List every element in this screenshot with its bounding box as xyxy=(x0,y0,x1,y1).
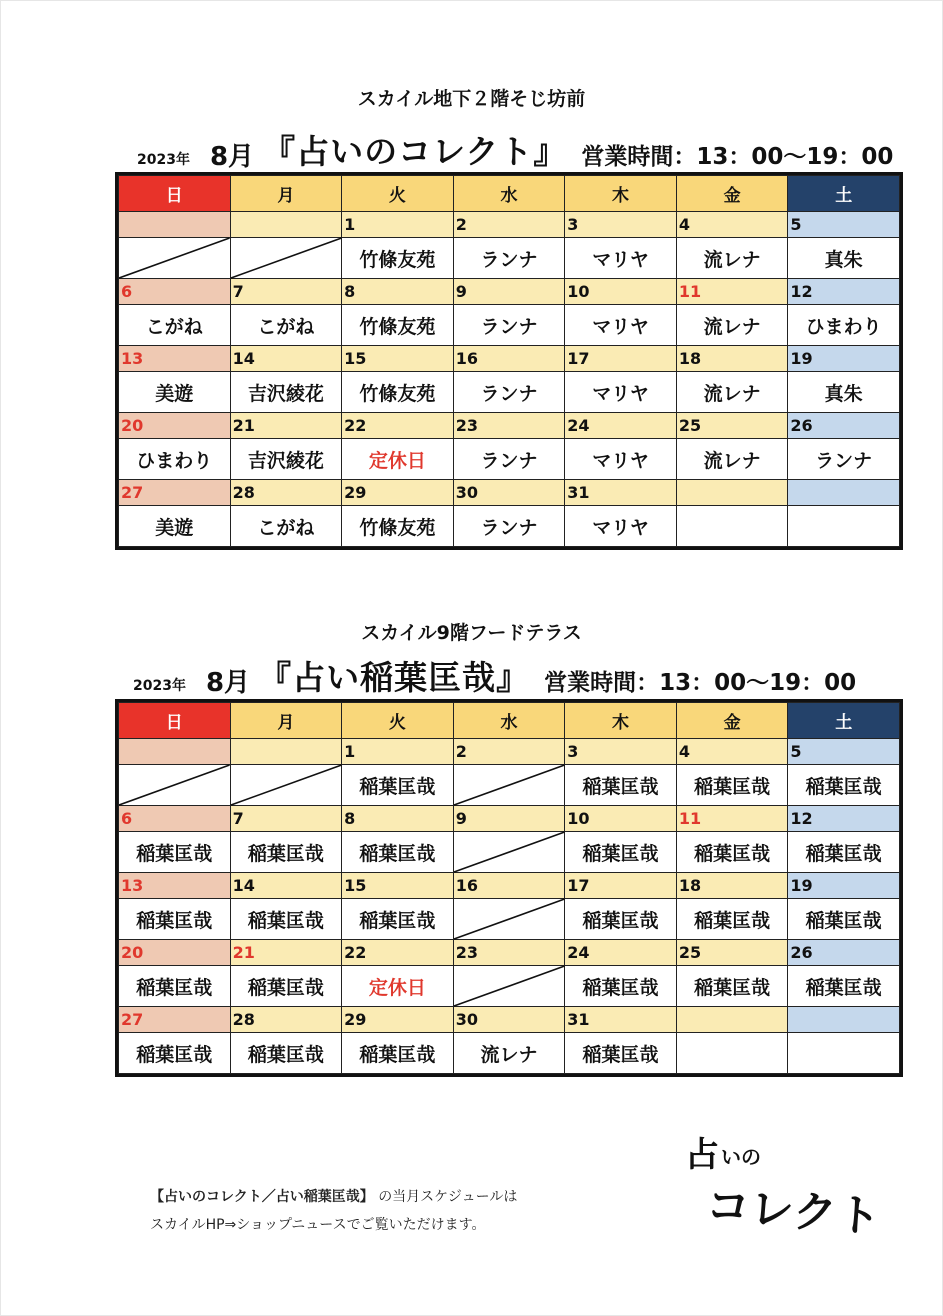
month-label: 8月 xyxy=(209,142,255,172)
date-cell xyxy=(788,480,900,506)
date-cell: 8 xyxy=(342,806,454,832)
date-cell: 28 xyxy=(230,1007,342,1033)
date-cell: 26 xyxy=(788,413,900,439)
fortune-teller-name: 竹條友苑 xyxy=(342,238,454,279)
no-business-slash xyxy=(119,238,231,279)
fortune-teller-name: ランナ xyxy=(453,238,565,279)
fortune-teller-name: 稲葉匡哉 xyxy=(676,765,788,806)
date-cell xyxy=(788,1007,900,1033)
location-label: スカイル地下２階そじ坊前 xyxy=(357,88,586,110)
fortune-teller-name: マリヤ xyxy=(565,238,677,279)
fortune-teller-name: 稲葉匡哉 xyxy=(230,966,342,1007)
date-cell: 3 xyxy=(565,212,677,238)
fortune-teller-name: 流レナ xyxy=(676,439,788,480)
date-cell: 8 xyxy=(342,279,454,305)
date-cell xyxy=(230,739,342,765)
schedule-row xyxy=(119,506,900,547)
weekday-header: 日 xyxy=(119,703,231,739)
date-cell xyxy=(119,739,231,765)
fortune-teller-name: 稲葉匡哉 xyxy=(565,966,677,1007)
date-cell: 22 xyxy=(342,940,454,966)
weekday-header: 火 xyxy=(342,176,454,212)
fortune-teller-name: 稲葉匡哉 xyxy=(342,899,454,940)
date-cell: 23 xyxy=(453,413,565,439)
date-cell: 29 xyxy=(342,1007,454,1033)
date-row xyxy=(119,873,900,899)
no-business-slash xyxy=(119,765,231,806)
fortune-teller-name: マリヤ xyxy=(565,372,677,413)
date-cell: 29 xyxy=(342,480,454,506)
fortune-teller-name: こがね xyxy=(119,305,231,346)
date-cell xyxy=(119,212,231,238)
empty-cell xyxy=(788,506,900,547)
no-business-slash xyxy=(453,765,565,806)
calendar-heading xyxy=(133,652,856,699)
fortune-teller-name: 吉沢綾花 xyxy=(230,372,342,413)
fortune-teller-name: ランナ xyxy=(453,305,565,346)
fortune-teller-name: 稲葉匡哉 xyxy=(342,1033,454,1074)
date-cell: 18 xyxy=(676,873,788,899)
svg-text:いの: いの xyxy=(721,1145,761,1169)
date-cell: 10 xyxy=(565,279,677,305)
weekday-header: 金 xyxy=(676,176,788,212)
date-cell: 2 xyxy=(453,212,565,238)
weekday-header: 金 xyxy=(676,703,788,739)
weekday-header: 土 xyxy=(788,176,900,212)
fortune-teller-name: 稲葉匡哉 xyxy=(676,899,788,940)
fortune-teller-name: 稲葉匡哉 xyxy=(119,832,231,873)
date-cell: 24 xyxy=(565,413,677,439)
month-label: 8月 xyxy=(205,668,251,698)
diagonal-line xyxy=(454,966,565,1006)
date-cell: 14 xyxy=(230,873,342,899)
weekday-header-row xyxy=(119,703,900,739)
fortune-teller-name: 稲葉匡哉 xyxy=(565,1033,677,1074)
fortune-teller-name: 流レナ xyxy=(676,372,788,413)
footer-shop-names: 【占いのコレクト／占い稲葉匡哉】 xyxy=(150,1189,374,1205)
date-cell: 9 xyxy=(453,806,565,832)
diagonal-line xyxy=(119,765,230,805)
footer-line-2: スカイルHP⇒ショップニュースでご覧いただけます。 xyxy=(150,1217,486,1233)
date-cell: 10 xyxy=(565,806,677,832)
empty-cell xyxy=(676,506,788,547)
fortune-teller-name: 竹條友苑 xyxy=(342,305,454,346)
date-cell xyxy=(676,480,788,506)
no-business-slash xyxy=(453,899,565,940)
schedule-row xyxy=(119,1033,900,1074)
date-cell: 16 xyxy=(453,346,565,372)
date-cell: 28 xyxy=(230,480,342,506)
date-cell: 1 xyxy=(342,739,454,765)
fortune-teller-name: ランナ xyxy=(788,439,900,480)
no-business-slash xyxy=(453,966,565,1007)
date-cell: 13 xyxy=(119,346,231,372)
weekday-header: 木 xyxy=(565,703,677,739)
date-cell: 2 xyxy=(453,739,565,765)
date-cell: 15 xyxy=(342,873,454,899)
weekday-header-row xyxy=(119,176,900,212)
fortune-teller-name: 稲葉匡哉 xyxy=(119,899,231,940)
year-label: 2023年 xyxy=(137,152,190,168)
date-cell: 6 xyxy=(119,806,231,832)
fortune-teller-name: 稲葉匡哉 xyxy=(788,832,900,873)
fortune-teller-name: マリヤ xyxy=(565,305,677,346)
date-cell: 7 xyxy=(230,806,342,832)
fortune-teller-name: 真朱 xyxy=(788,238,900,279)
date-cell: 11 xyxy=(676,279,788,305)
date-cell: 22 xyxy=(342,413,454,439)
date-cell: 21 xyxy=(230,940,342,966)
fortune-teller-name: 流レナ xyxy=(676,238,788,279)
calendar-table xyxy=(118,702,900,1074)
business-hours: 営業時間：13：00〜19：00 xyxy=(581,144,894,170)
no-business-slash xyxy=(453,832,565,873)
svg-text:コレクト: コレクト xyxy=(704,1180,883,1244)
fortune-teller-name: 美遊 xyxy=(119,506,231,547)
fortune-teller-name: 美遊 xyxy=(119,372,231,413)
date-cell: 20 xyxy=(119,413,231,439)
date-row xyxy=(119,279,900,305)
fortune-teller-name: ランナ xyxy=(453,506,565,547)
date-row xyxy=(119,212,900,238)
date-cell: 23 xyxy=(453,940,565,966)
footer-line-1 xyxy=(150,1186,517,1206)
weekday-header: 水 xyxy=(453,176,565,212)
empty-cell xyxy=(676,1033,788,1074)
date-cell: 15 xyxy=(342,346,454,372)
diagonal-line xyxy=(231,238,342,278)
date-cell: 25 xyxy=(676,413,788,439)
weekday-header: 日 xyxy=(119,176,231,212)
calendar-table xyxy=(118,175,900,547)
fortune-teller-name: マリヤ xyxy=(565,439,677,480)
no-business-slash xyxy=(230,765,342,806)
fortune-teller-name: 稲葉匡哉 xyxy=(119,1033,231,1074)
fortune-teller-name: 稲葉匡哉 xyxy=(788,899,900,940)
fortune-teller-name: 稲葉匡哉 xyxy=(230,832,342,873)
location-label: スカイル9階フードテラス xyxy=(361,622,582,644)
date-cell: 12 xyxy=(788,806,900,832)
calendar-heading xyxy=(137,126,893,173)
empty-cell xyxy=(788,1033,900,1074)
date-cell: 1 xyxy=(342,212,454,238)
schedule-row xyxy=(119,966,900,1007)
date-cell: 17 xyxy=(565,346,677,372)
date-cell: 31 xyxy=(565,1007,677,1033)
fortune-teller-name: 竹條友苑 xyxy=(342,506,454,547)
date-cell: 19 xyxy=(788,873,900,899)
fortune-teller-name: 稲葉匡哉 xyxy=(565,899,677,940)
date-cell: 30 xyxy=(453,1007,565,1033)
weekday-header: 月 xyxy=(230,176,342,212)
date-cell: 20 xyxy=(119,940,231,966)
shop-title: 『占いのコレクト』 xyxy=(262,132,568,171)
weekday-header: 月 xyxy=(230,703,342,739)
footer-line-1-text: の当月スケジュールは xyxy=(378,1189,518,1205)
date-row xyxy=(119,346,900,372)
business-hours: 営業時間：13：00〜19：00 xyxy=(544,670,857,696)
date-cell: 5 xyxy=(788,212,900,238)
regular-holiday-label: 定休日 xyxy=(342,439,454,480)
fortune-teller-name: ひまわり xyxy=(788,305,900,346)
date-row xyxy=(119,1007,900,1033)
date-cell: 6 xyxy=(119,279,231,305)
schedule-row xyxy=(119,238,900,279)
date-row xyxy=(119,739,900,765)
date-cell: 3 xyxy=(565,739,677,765)
date-cell: 13 xyxy=(119,873,231,899)
schedule-row xyxy=(119,832,900,873)
date-cell xyxy=(676,1007,788,1033)
weekday-header: 土 xyxy=(788,703,900,739)
year-label: 2023年 xyxy=(133,678,186,694)
fortune-teller-name: 稲葉匡哉 xyxy=(342,832,454,873)
fortune-teller-name: 流レナ xyxy=(453,1033,565,1074)
calendar-grid xyxy=(115,699,903,1077)
date-cell: 11 xyxy=(676,806,788,832)
fortune-teller-name: 稲葉匡哉 xyxy=(788,765,900,806)
date-cell: 9 xyxy=(453,279,565,305)
date-cell: 30 xyxy=(453,480,565,506)
date-cell: 7 xyxy=(230,279,342,305)
calendar-grid xyxy=(115,172,903,550)
fortune-teller-name: ランナ xyxy=(453,372,565,413)
fortune-teller-name: 稲葉匡哉 xyxy=(119,966,231,1007)
date-cell: 4 xyxy=(676,739,788,765)
fortune-teller-name: 稲葉匡哉 xyxy=(676,966,788,1007)
collect-logo xyxy=(683,1124,883,1244)
fortune-teller-name: 流レナ xyxy=(676,305,788,346)
date-cell: 19 xyxy=(788,346,900,372)
date-cell xyxy=(230,212,342,238)
fortune-teller-name: こがね xyxy=(230,506,342,547)
date-cell: 31 xyxy=(565,480,677,506)
date-cell: 12 xyxy=(788,279,900,305)
date-cell: 24 xyxy=(565,940,677,966)
date-cell: 25 xyxy=(676,940,788,966)
date-row xyxy=(119,806,900,832)
weekday-header: 水 xyxy=(453,703,565,739)
fortune-teller-name: 竹條友苑 xyxy=(342,372,454,413)
fortune-teller-name: 稲葉匡哉 xyxy=(565,765,677,806)
schedule-row xyxy=(119,765,900,806)
date-cell: 27 xyxy=(119,480,231,506)
date-cell: 27 xyxy=(119,1007,231,1033)
fortune-teller-name: 稲葉匡哉 xyxy=(342,765,454,806)
date-cell: 14 xyxy=(230,346,342,372)
weekday-header: 木 xyxy=(565,176,677,212)
fortune-teller-name: 稲葉匡哉 xyxy=(788,966,900,1007)
fortune-teller-name: ランナ xyxy=(453,439,565,480)
date-cell: 18 xyxy=(676,346,788,372)
fortune-teller-name: 真朱 xyxy=(788,372,900,413)
fortune-teller-name: 稲葉匡哉 xyxy=(676,832,788,873)
date-cell: 26 xyxy=(788,940,900,966)
date-cell: 16 xyxy=(453,873,565,899)
fortune-teller-name: こがね xyxy=(230,305,342,346)
schedule-row xyxy=(119,439,900,480)
fortune-teller-name: マリヤ xyxy=(565,506,677,547)
diagonal-line xyxy=(454,765,565,805)
diagonal-line xyxy=(454,832,565,872)
diagonal-line xyxy=(454,899,565,939)
fortune-teller-name: 吉沢綾花 xyxy=(230,439,342,480)
svg-text:占: 占 xyxy=(685,1135,719,1175)
diagonal-line xyxy=(231,765,342,805)
date-cell: 17 xyxy=(565,873,677,899)
schedule-row xyxy=(119,305,900,346)
date-row xyxy=(119,940,900,966)
date-row xyxy=(119,480,900,506)
regular-holiday-label: 定休日 xyxy=(342,966,454,1007)
fortune-teller-name: 稲葉匡哉 xyxy=(565,832,677,873)
date-cell: 21 xyxy=(230,413,342,439)
date-cell: 5 xyxy=(788,739,900,765)
date-cell: 4 xyxy=(676,212,788,238)
fortune-teller-name: 稲葉匡哉 xyxy=(230,899,342,940)
date-row xyxy=(119,413,900,439)
fortune-teller-name: 稲葉匡哉 xyxy=(230,1033,342,1074)
schedule-row xyxy=(119,899,900,940)
no-business-slash xyxy=(230,238,342,279)
shop-title: 『占い稲葉匡哉』 xyxy=(258,658,531,697)
fortune-teller-name: ひまわり xyxy=(119,439,231,480)
diagonal-line xyxy=(119,238,230,278)
weekday-header: 火 xyxy=(342,703,454,739)
schedule-row xyxy=(119,372,900,413)
